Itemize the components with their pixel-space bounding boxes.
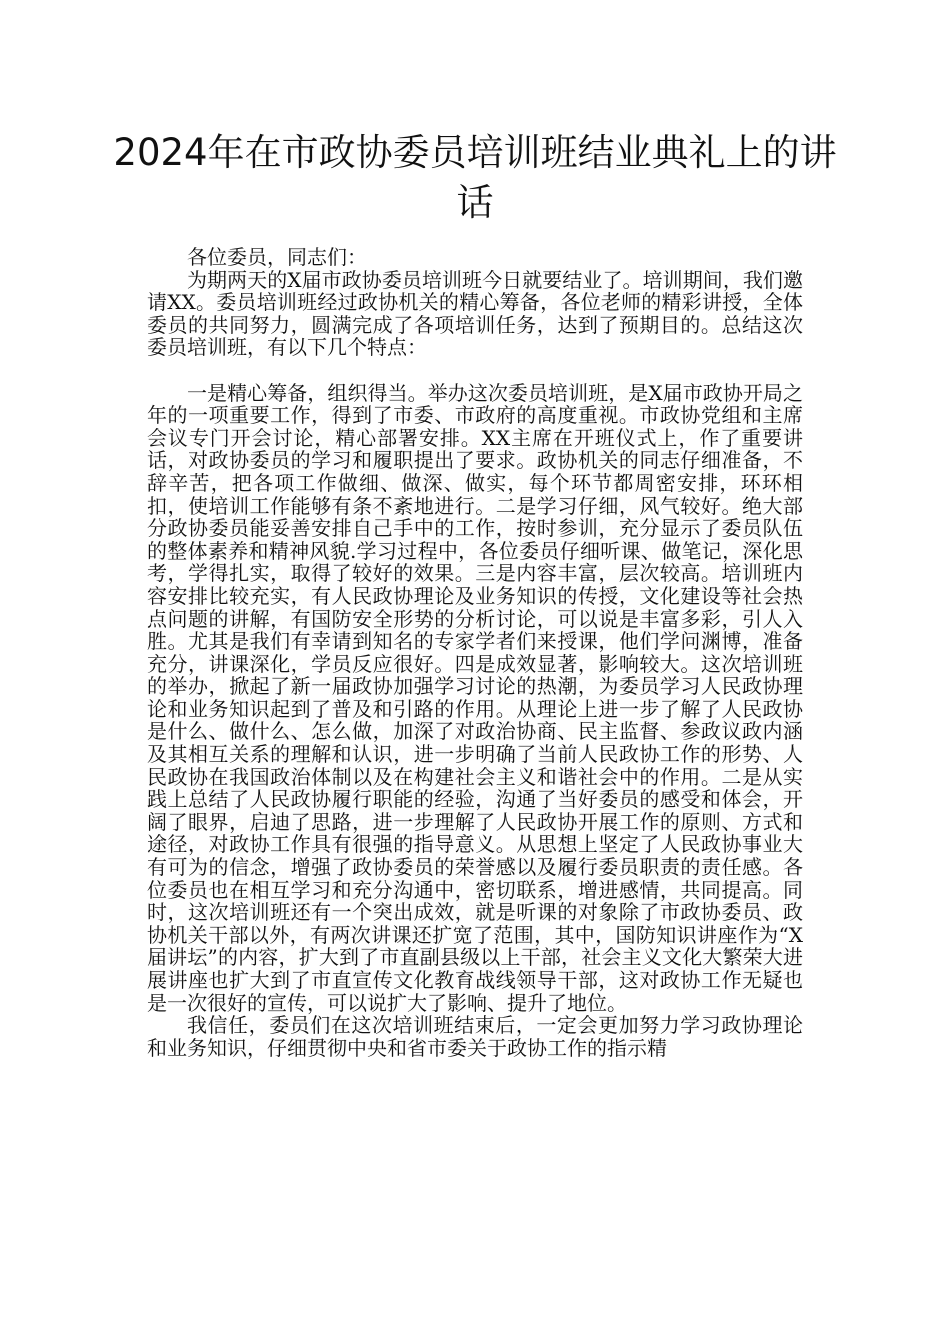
- document-body: [147, 246, 803, 1059]
- document-title: 2024年在市政协委员培训班结业典礼上的讲话: [113, 131, 837, 224]
- paragraph-closing: 我信任，委员们在这次培训班结束后，一定会更加努力学习政协理论和业务知识，仔细贯彻中央和省市委关于政协工作的指示精: [147, 1013, 803, 1060]
- paragraph-gap: [147, 359, 803, 382]
- paragraph-intro: 为期两天的X届市政协委员培训班今日就要结业了。培训期间，我们邀请XX。委员培训班经过政协机关的精心筹备，各位老师的精彩讲授，全体委员的共同努力，圆满完成了各项培训任务，达到了预期目的。总结这次委员培训班，有以下几个特点：: [147, 267, 803, 360]
- paragraph-features: 一是精心筹备，组织得当。举办这次委员培训班，是X届市政协开局之年的一项重要工作，得到了市委、市政府的高度重视。市政协党组和主席会议专门开会讨论，精心部署安排。XX主席在开班仪式上，作了重要讲话，对政协委员的学习和履职提出了要求。政协机关的同志仔细准备，不辞辛苦，把各项工作做细、做深、做实，每个环节都周密安排，环环相扣，使培训工作能够有条不紊地进行。二是学习仔细，风气较好。绝大部分政协委员能妥善安排自己手中的工作，按时参训，充分显示了委员队伍的整体素养和精神风貌.学习过程中，各位委员仔细听课、做笔记，深化思考，学得扎实，取得了较好的效果。三是内容丰富，层次较高。培训班内容安排比较充实，有人民政协理论及业务知识的传授，文化建设等社会热点问题的讲解，有国防安全形势的分析讨论，可以说是丰富多彩，引人入胜。尤其是我们有幸请到知名的专家学者们来授课，他们学问渊博，准备充分，讲课深化，学员反应很好。四是成效显著，影响较大。这次培训班的举办，掀起了新一届政协加强学习讨论的热潮，为委员学习人民政协理论和业务知识起到了普及和引路的作用。从理论上进一步了解了人民政协是什么、做什么、怎么做，加深了对政治协商、民主监督、参政议政内涵及其相互关系的理解和认识，进一步明确了当前人民政协工作的形势、人民政协在我国政治体制以及在构建社会主义和谐社会中的作用。二是从实践上总结了人民政协履行职能的经验，沟通了当好委员的感受和体会，开阔了眼界，启迪了思路，进一步理解了人民政协开展工作的原则、方式和途径，对政协工作具有很强的指导意义。从思想上坚定了人民政协事业大有可为的信念，增强了政协委员的荣誉感以及履行委员职责的责任感。各位委员也在相互学习和充分沟通中，密切联系，增进感情，共同提高。同时，这次培训班还有一个突出成效，就是听课的对象除了市政协委员、政协机关干部以外，有两次讲课还扩宽了范围，其中，国防知识讲座作为“X届讲坛”的内容，扩大到了市直副县级以上干部，社会主义文化大繁荣大进展讲座也扩大到了市直宣传文化教育战线领导干部，这对政协工作无疑也是一次很好的宣传，可以说扩大了影响、提升了地位。: [147, 380, 803, 1015]
- salutation: 各位委员，同志们：: [187, 245, 367, 269]
